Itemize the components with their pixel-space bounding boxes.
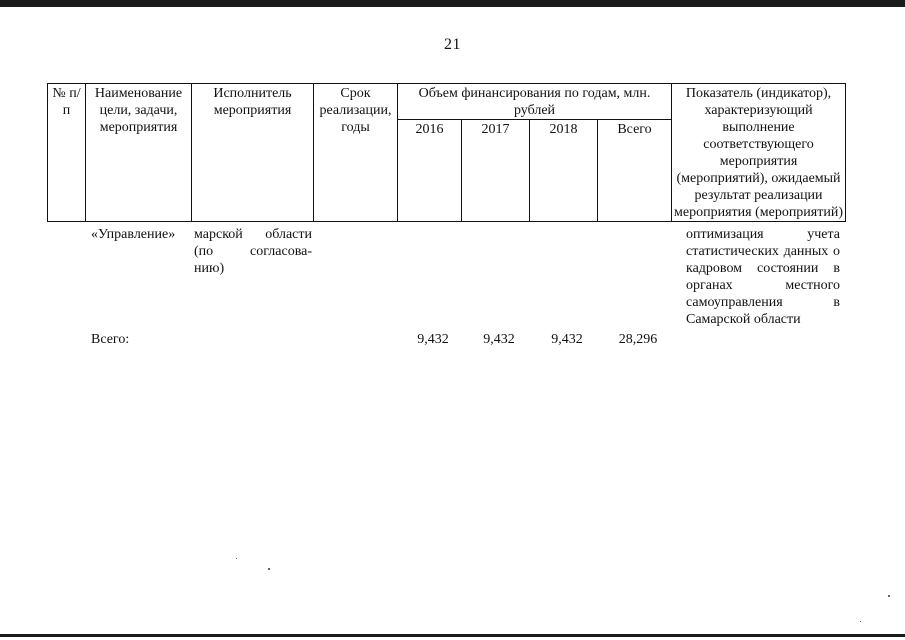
header-indicator: Показатель (индикатор), характеризующий выполнение соответствующего мероприятия (мероприятий), ожидаемый результат реализации мероприятия (мероприятий) (672, 84, 846, 222)
header-number: № п/п (48, 84, 86, 222)
scan-speck (888, 595, 890, 597)
header-name: Наименование цели, задачи, мероприятия (86, 84, 192, 222)
scan-border-top (0, 0, 905, 7)
scan-speck (860, 621, 861, 622)
total-2017: 9,432 (483, 332, 515, 347)
row-executor-line-1: марской области (194, 227, 312, 242)
header-year-2018: 2018 (530, 120, 598, 222)
funding-table-header (47, 83, 846, 222)
row-name-continued: «Управление» (91, 227, 176, 242)
row-executor-line-3: нию) (194, 261, 225, 276)
total-2018: 9,432 (551, 332, 583, 347)
header-executor: Исполнитель мероприятия (192, 84, 314, 222)
row-indicator-continued: оптимизация учета статистических данных о кадровом состоянии в органах местного самоуправления в Самарской области (686, 227, 840, 327)
row-executor-continued (194, 226, 312, 277)
scan-speck (236, 558, 237, 559)
row-executor-line-2: (по согласова- (194, 244, 312, 259)
header-year-2016: 2016 (398, 120, 462, 222)
page-number: 21 (444, 36, 461, 53)
scan-speck (268, 568, 270, 570)
header-year-total: Всего (598, 120, 672, 222)
header-term: Срок реализации, годы (314, 84, 398, 222)
scan-border-bottom (0, 634, 905, 637)
header-funding: Объем финансирования по годам, млн. рублей (398, 84, 672, 120)
total-2016: 9,432 (417, 332, 449, 347)
total-label: Всего: (91, 332, 130, 347)
header-year-2017: 2017 (462, 120, 530, 222)
total-all-years: 28,296 (618, 332, 658, 347)
